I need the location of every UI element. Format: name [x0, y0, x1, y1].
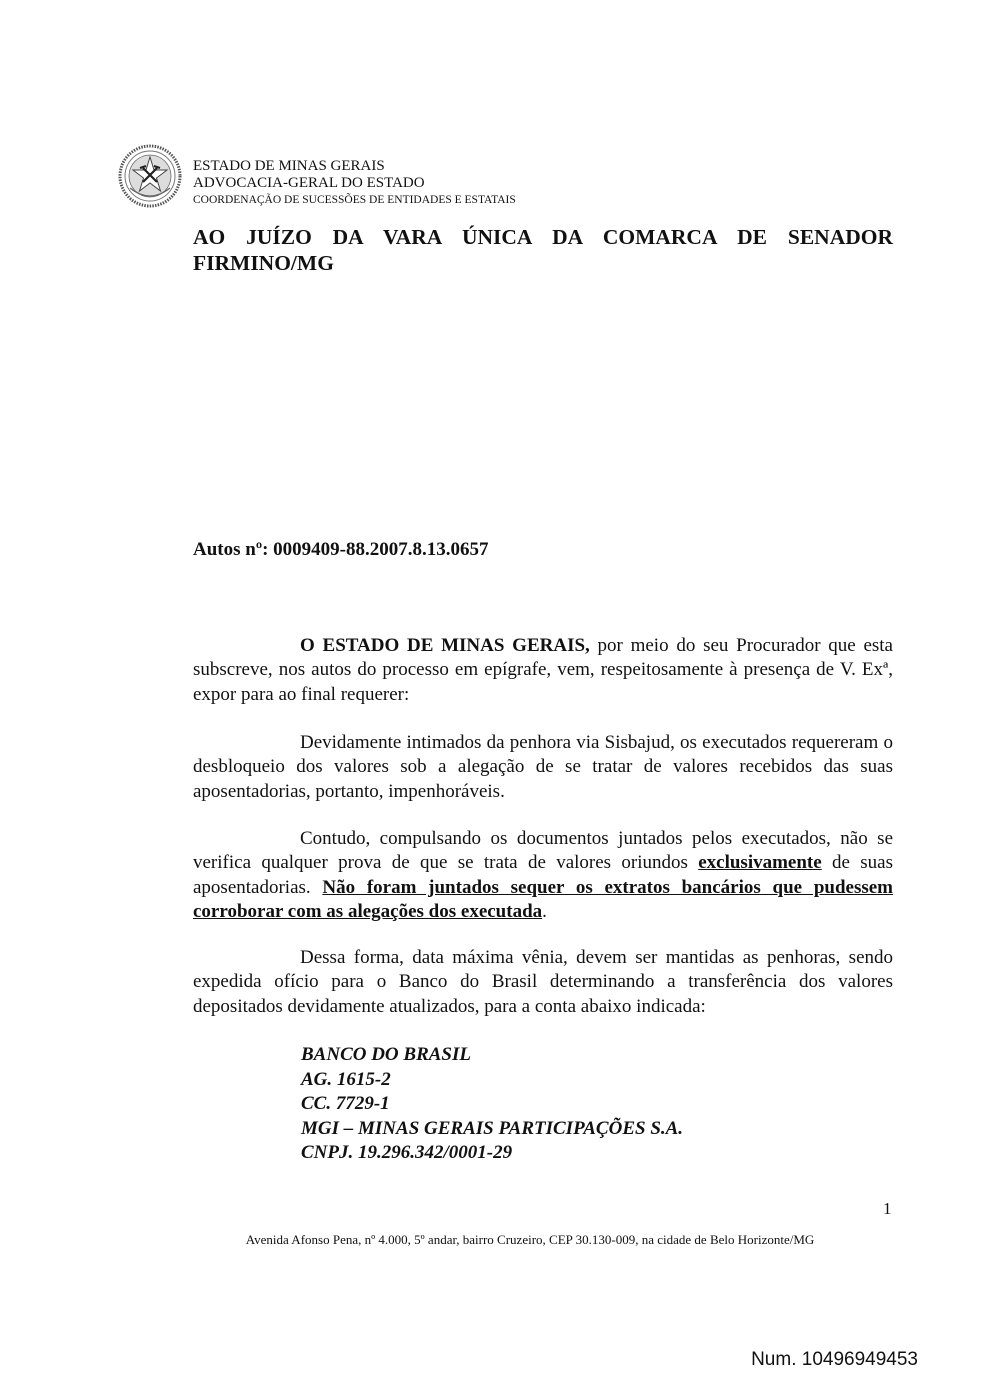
bank-holder: MGI – MINAS GERAIS PARTICIPAÇÕES S.A. [301, 1117, 684, 1139]
addressee-heading: AO JUÍZO DA VARA ÚNICA DA COMARCA DE SENADOR FIRMINO/MG [193, 225, 893, 275]
paragraph-request: Dessa forma, data máxima vênia, devem ser mantidas as penhoras, sendo expedida ofício para o Banco do Brasil determinando a transferência dos valores depositados devidamente atualizados, para a conta abaixo indicada: [193, 947, 893, 1017]
paragraph-summary: Devidamente intimados da penhora via Sisbajud, os executados requereram o desbloqueio dos valores sob a alegação de se tratar de valores recebidos das suas aposentadorias, portanto, impenhoráveis. [193, 732, 893, 802]
document-id: Num. 10496949453 [751, 1349, 918, 1370]
letterhead-agency: ADVOCACIA-GERAL DO ESTADO [193, 175, 425, 191]
page-number: 1 [883, 1199, 892, 1218]
argument-highlight: Não foram juntados sequer os extratos bancários que pudessem corroborar com as alegações dos executada [193, 876, 893, 923]
argument-emphasis: exclusivamente [698, 852, 822, 874]
argument-text-c: de suas aposentadorias. [193, 852, 894, 898]
bank-details [301, 1043, 683, 1166]
bank-agency: AG. 1615-2 [301, 1068, 391, 1090]
coat-of-arms-seal-icon [118, 144, 182, 208]
bank-cnpj: CNPJ. 19.296.342/0001-29 [301, 1142, 513, 1163]
bank-name: BANCO DO BRASIL [301, 1044, 471, 1065]
argument-text-a: Contudo, compulsando os documentos juntados pelos executados, não se verifica qualquer prova de que se trata de valores oriundos [193, 828, 893, 874]
party-name: O ESTADO DE MINAS GERAIS, [300, 635, 590, 656]
bank-account: CC. 7729-1 [301, 1093, 390, 1114]
paragraph-intro [193, 634, 893, 707]
case-number: Autos nº: 0009409-88.2007.8.13.0657 [193, 539, 489, 560]
paragraph-argument [193, 827, 893, 925]
footer-address: Avenida Afonso Pena, nº 4.000, 5º andar, bairro Cruzeiro, CEP 30.130-009, na cidade de Belo Horizonte/MG [245, 1232, 815, 1247]
letterhead-state: ESTADO DE MINAS GERAIS [193, 158, 385, 174]
letterhead-department: COORDENAÇÃO DE SUCESSÕES DE ENTIDADES E ESTATAIS [193, 194, 516, 206]
paragraph-intro-text: por meio do seu Procurador que esta subscreve, nos autos do processo em epígrafe, vem, respeitosamente à presença de V. Exª, expor para ao final requerer: [193, 635, 893, 705]
letterhead [193, 158, 516, 209]
argument-text-e: . [542, 901, 547, 923]
